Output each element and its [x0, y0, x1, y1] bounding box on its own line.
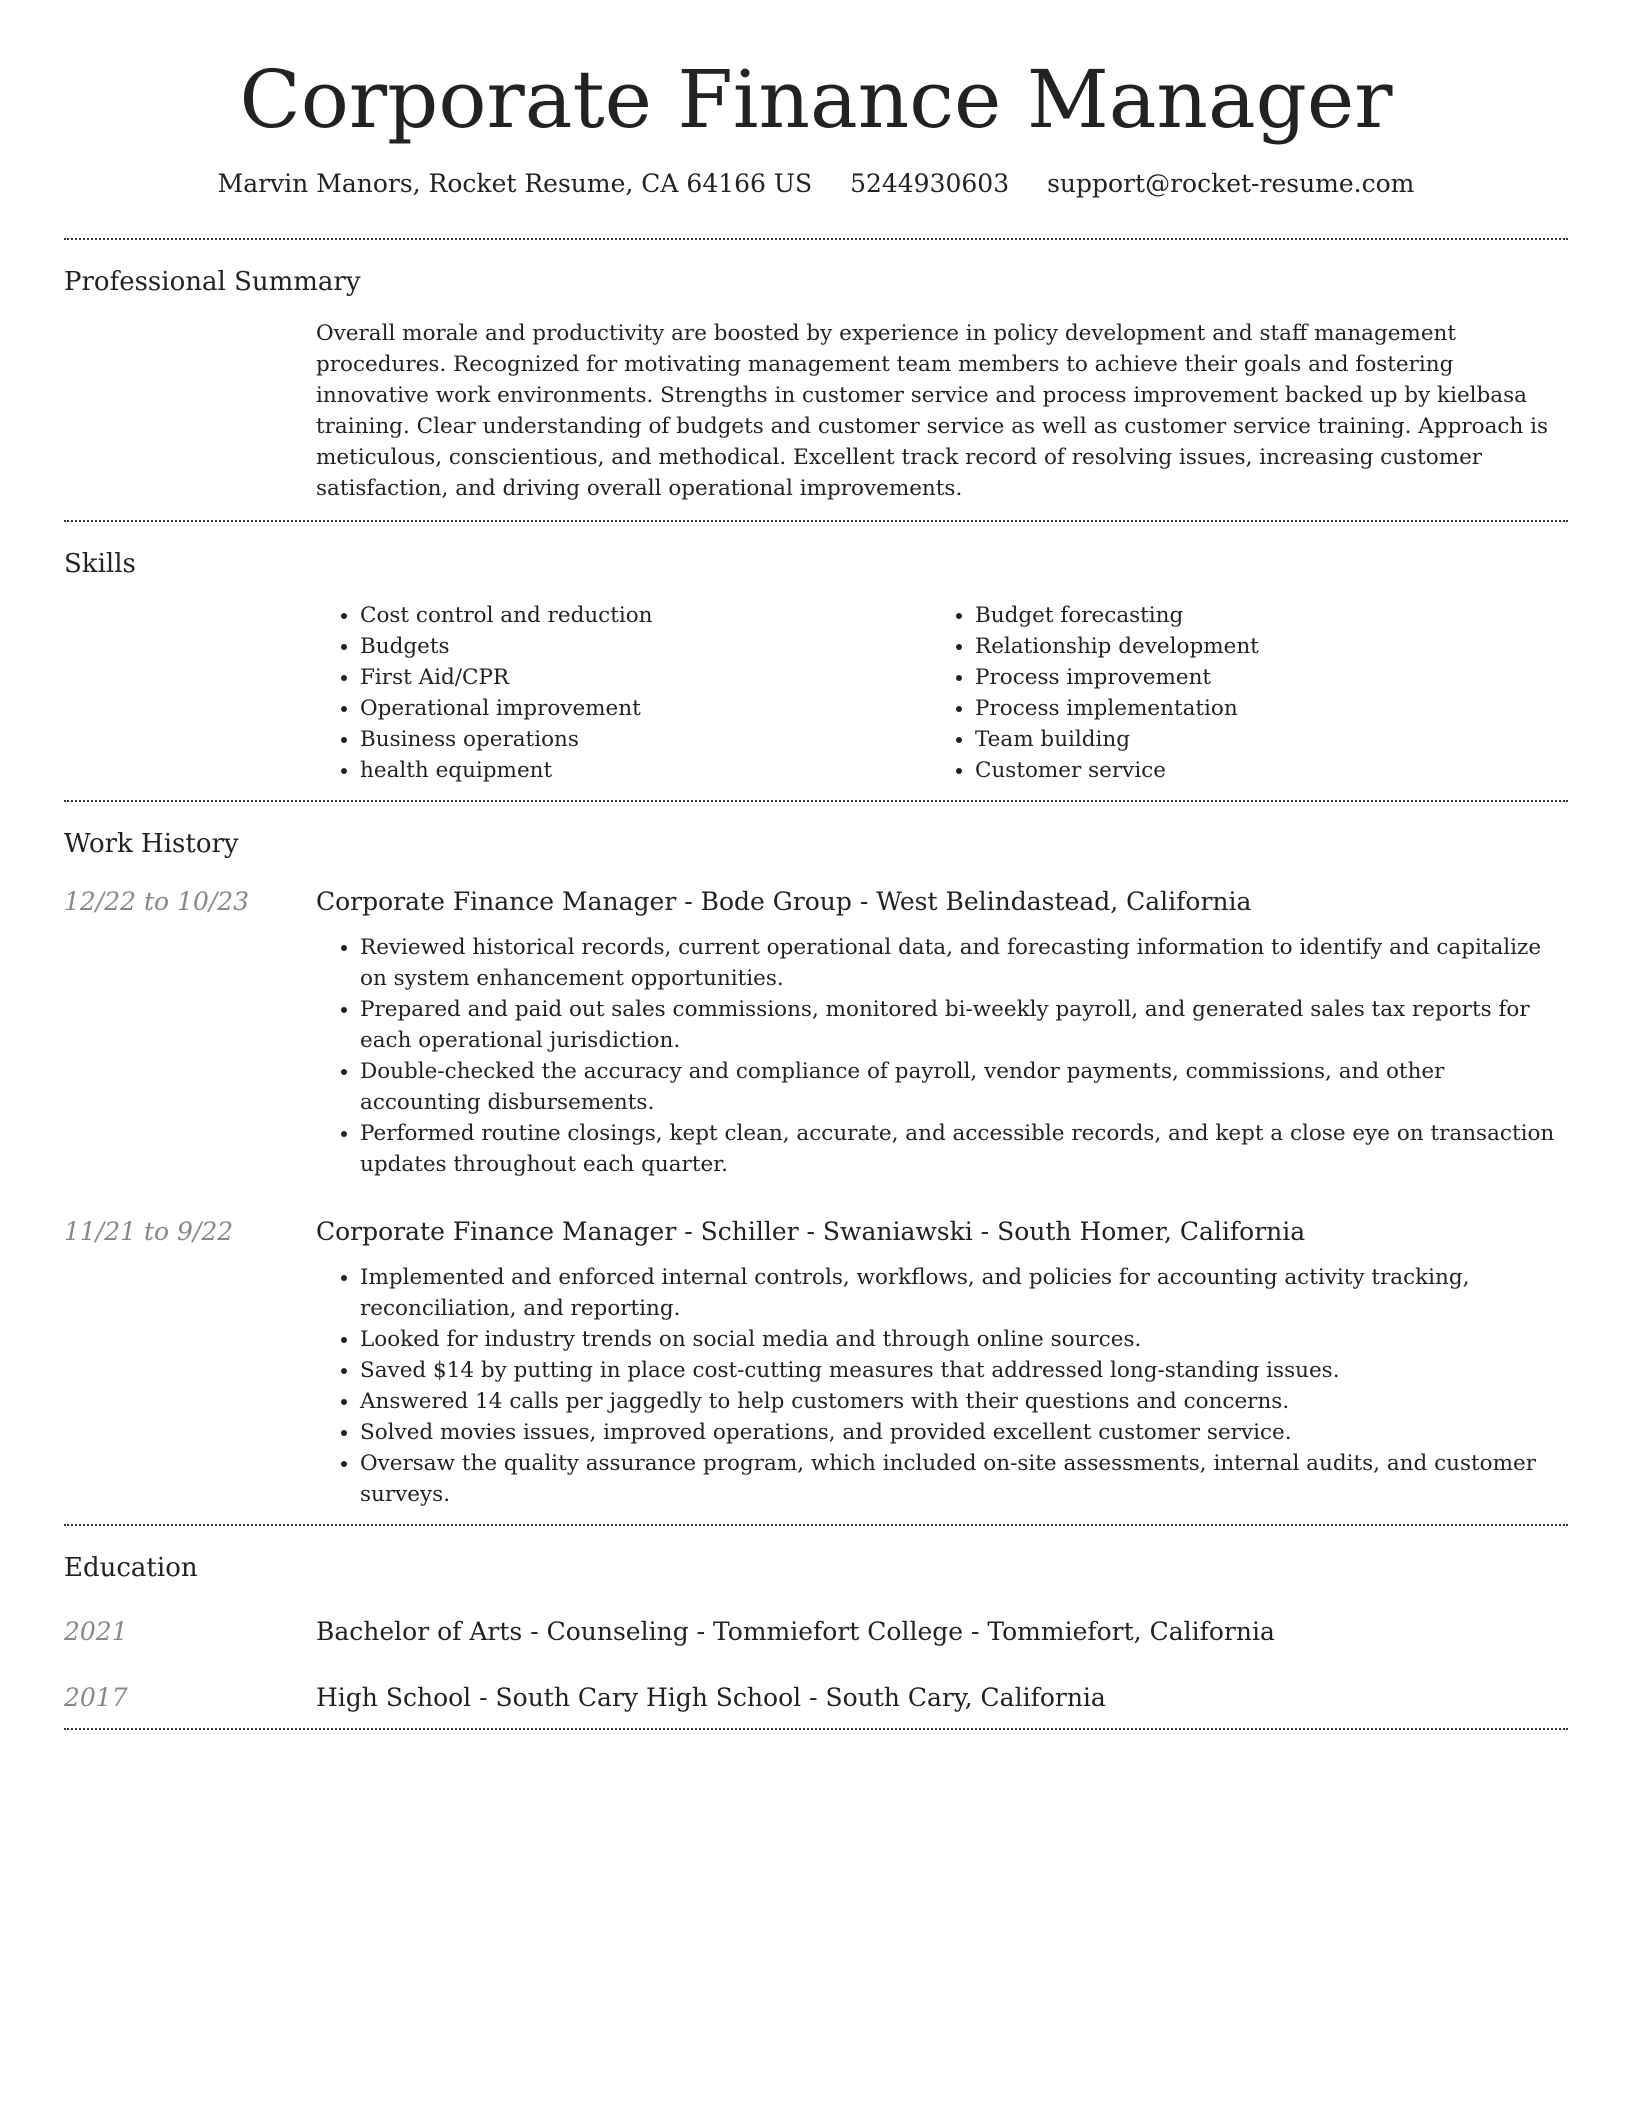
skill-item: • Operational improvement [360, 693, 931, 724]
contact-phone: 5244930603 [850, 169, 1010, 198]
skill-item: • Relationship development [975, 631, 1546, 662]
job-bullet: • Answered 14 calls per jaggedly to help customers with their questions and concerns. [360, 1386, 1568, 1417]
job-bullet: • Double-checked the accuracy and compliance of payroll, vendor payments, commissions, and other accounting disbursements. [360, 1056, 1568, 1118]
job-location: South Homer, California [997, 1217, 1306, 1246]
job-bullets [316, 1262, 1568, 1510]
education-location: South Cary, California [825, 1683, 1106, 1712]
education-entry [64, 1614, 1568, 1650]
job-heading: Corporate Finance Manager - Bode Group - West Belindastead, California [316, 887, 1252, 916]
section-heading-work: Work History [64, 829, 239, 859]
skills-section [64, 522, 1568, 800]
education-degree: Bachelor of Arts [316, 1617, 523, 1646]
job-dates: 12/22 to 10/23 [64, 887, 250, 916]
skill-item: • Process improvement [975, 662, 1546, 693]
job-dates: 11/21 to 9/22 [64, 1217, 234, 1246]
education-details: Bachelor of Arts - Counseling - Tommiefort College - Tommiefort, California [316, 1617, 1275, 1646]
resume-header [64, 0, 1568, 202]
job-details [316, 1214, 1568, 1510]
skills-column-left [316, 600, 931, 786]
divider [64, 1728, 1568, 1730]
education-degree: High School [316, 1683, 472, 1712]
education-field: Counseling [546, 1617, 689, 1646]
job-heading: Corporate Finance Manager - Schiller - Swaniawski - South Homer, California [316, 1217, 1306, 1246]
education-school: South Cary High School [495, 1683, 802, 1712]
skill-item: • Team building [975, 724, 1546, 755]
skill-item: • Customer service [975, 755, 1546, 786]
job-bullets [316, 932, 1568, 1180]
job-bullet: • Looked for industry trends on social media and through online sources. [360, 1324, 1568, 1355]
contact-email: support@rocket-resume.com [1047, 169, 1415, 198]
section-heading-summary: Professional Summary [64, 267, 361, 297]
job-bullet: • Implemented and enforced internal controls, workflows, and policies for accounting activity tracking, reconciliation, and reporting. [360, 1262, 1568, 1324]
education-school: Tommiefort College [713, 1617, 964, 1646]
job-company: Schiller - Swaniawski [700, 1217, 973, 1246]
skill-item: • Budget forecasting [975, 600, 1546, 631]
job-bullet: • Solved movies issues, improved operations, and provided excellent customer service. [360, 1417, 1568, 1448]
job-bullet: • Performed routine closings, kept clean, accurate, and accessible records, and kept a close eye on transaction updates throughout each quarter. [360, 1118, 1568, 1180]
summary-text: Overall morale and productivity are boosted by experience in policy development and staff management procedures. Recognized for motivating management team members to achieve their goals and fostering innovative work environments. Strengths in customer service and process improvement backed up by kielbasa training. Clear understanding of budgets and customer service as well as customer service training. Approach is meticulous, conscientious, and methodical. Excellent track record of resolving issues, increasing customer satisfaction, and driving overall operational improvements. [316, 321, 1549, 501]
skill-item: • Budgets [360, 631, 931, 662]
skill-item: • health equipment [360, 755, 931, 786]
job-bullet: • Reviewed historical records, current operational data, and forecasting information to identify and capitalize on system enhancement opportunities. [360, 932, 1568, 994]
skill-item: • Cost control and reduction [360, 600, 931, 631]
skills-list [316, 600, 1568, 800]
skill-item: • Process implementation [975, 693, 1546, 724]
job-company: Bode Group [700, 887, 852, 916]
section-heading-skills: Skills [64, 549, 136, 579]
job-details [316, 884, 1568, 1180]
education-details: High School - South Cary High School - South Cary, California [316, 1683, 1106, 1712]
education-location: Tommiefort, California [987, 1617, 1275, 1646]
job-entry [64, 884, 1568, 1180]
education-section [64, 1526, 1568, 1728]
job-bullet: • Saved $14 by putting in place cost-cutting measures that addressed long-standing issues. [360, 1355, 1568, 1386]
job-title: Corporate Finance Manager [316, 887, 677, 916]
contact-address: Marvin Manors, Rocket Resume, CA 64166 US [217, 169, 813, 198]
page-title: Corporate Finance Manager [239, 53, 1393, 146]
job-bullet: • Oversaw the quality assurance program, which included on-site assessments, internal audits, and customer surveys. [360, 1448, 1568, 1510]
education-year: 2017 [64, 1683, 128, 1712]
skills-column-right [931, 600, 1546, 786]
skill-item: • Business operations [360, 724, 931, 755]
summary-section [64, 240, 1568, 520]
education-entry [64, 1680, 1568, 1716]
skill-item: • First Aid/CPR [360, 662, 931, 693]
section-heading-education: Education [64, 1553, 198, 1583]
job-title: Corporate Finance Manager [316, 1217, 677, 1246]
job-location: West Belindastead, California [876, 887, 1252, 916]
job-entry [64, 1214, 1568, 1510]
work-history-section [64, 802, 1568, 1524]
contact-line [64, 166, 1568, 202]
education-year: 2021 [64, 1617, 128, 1646]
job-bullet: • Prepared and paid out sales commissions, monitored bi-weekly payroll, and generated sales tax reports for each operational jurisdiction. [360, 994, 1568, 1056]
